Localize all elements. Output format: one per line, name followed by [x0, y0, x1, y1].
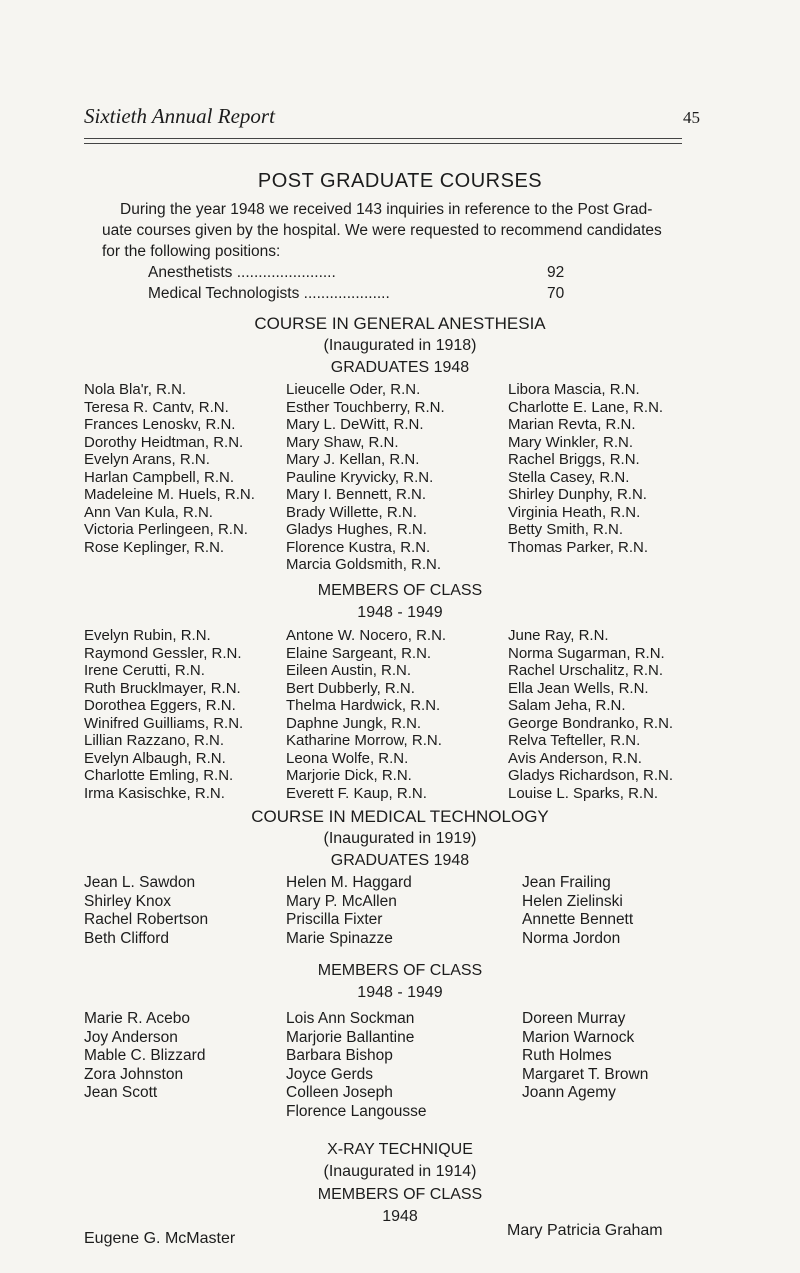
- person-name: Marie R. Acebo: [84, 1010, 190, 1027]
- person-name: Lillian Razzano, R.N.: [84, 732, 225, 749]
- person-name: June Ray, R.N.: [508, 627, 609, 644]
- person-name: Ella Jean Wells, R.N.: [508, 679, 649, 697]
- person-name: Madeleine M. Huels, R.N.: [84, 486, 255, 503]
- person-name: Antone W. Nocero, R.N.: [286, 627, 447, 644]
- person-name: Evelyn Rubin, R.N.: [84, 627, 211, 644]
- header-rule-bottom: [84, 143, 682, 144]
- person-name: Evelyn Albaugh, R.N.: [84, 749, 226, 767]
- person-name: Teresa R. Cantv, R.N.: [84, 398, 229, 416]
- person-name: Norma Sugarman, R.N.: [508, 644, 665, 662]
- person-name: Dorothea Eggers, R.N.: [84, 697, 236, 714]
- person-name: Gladys Hughes, R.N.: [286, 521, 427, 538]
- medtech-members-heading: MEMBERS OF CLASS: [317, 962, 483, 979]
- person-name: Beth Clifford: [84, 929, 170, 947]
- person-name: Evelyn Arans, R.N.: [84, 451, 210, 468]
- person-name: Charlotte E. Lane, R.N.: [508, 398, 664, 416]
- person-name: Joyce Gerds: [286, 1065, 374, 1083]
- position-leader-dots: .......................: [232, 264, 336, 281]
- position-label: Anesthetists: [148, 264, 233, 281]
- person-name: Mary J. Kellan, R.N.: [286, 451, 420, 468]
- person-name: Mary I. Bennett, R.N.: [286, 486, 427, 503]
- anesthesia-members-years: 1948 - 1949: [357, 604, 443, 621]
- position-count: 92: [547, 264, 565, 281]
- person-name: Lois Ann Sockman: [286, 1010, 415, 1027]
- anesthesia-inaugurated: (Inaugurated in 1918): [323, 337, 477, 354]
- medtech-course-title: COURSE IN MEDICAL TECHNOLOGY: [251, 807, 549, 826]
- person-name: Mary Shaw, R.N.: [286, 433, 399, 451]
- person-name: Barbara Bishop: [286, 1047, 393, 1065]
- person-name: Virginia Heath, R.N.: [508, 503, 641, 521]
- xray-course-title: X-RAY TECHNIQUE: [327, 1141, 473, 1158]
- person-name: Rachel Urschalitz, R.N.: [508, 662, 664, 679]
- person-name: Florence Langousse: [286, 1102, 427, 1120]
- person-name: Eileen Austin, R.N.: [286, 662, 412, 679]
- person-name: Norma Jordon: [522, 929, 621, 947]
- intro-line: uate courses given by the hospital. We were requested to recommend candidates: [102, 222, 662, 239]
- xray-member-left: Eugene G. McMaster: [84, 1230, 236, 1247]
- person-name: Salam Jeha, R.N.: [508, 697, 626, 714]
- intro-paragraph: [102, 199, 722, 262]
- anesthesia-members-col2: [286, 627, 446, 802]
- person-name: Libora Mascia, R.N.: [508, 381, 640, 398]
- person-name: Brady Willette, R.N.: [286, 503, 417, 521]
- person-name: Stella Casey, R.N.: [508, 468, 630, 486]
- person-name: Doreen Murray: [522, 1010, 626, 1027]
- person-name: Lieucelle Oder, R.N.: [286, 381, 421, 398]
- medtech-graduates-col1: [84, 874, 208, 948]
- medtech-inaugurated: (Inaugurated in 1919): [323, 830, 477, 847]
- person-name: Gladys Richardson, R.N.: [508, 767, 674, 784]
- person-name: Bert Dubberly, R.N.: [286, 679, 415, 697]
- medtech-graduates-col3: [522, 874, 633, 948]
- person-name: Ann Van Kula, R.N.: [84, 503, 213, 521]
- person-name: Marcia Goldsmith, R.N.: [286, 556, 442, 573]
- person-name: Ruth Holmes: [522, 1047, 612, 1065]
- xray-inaugurated: (Inaugurated in 1914): [323, 1163, 477, 1180]
- position-label: Medical Technologists: [148, 285, 300, 302]
- person-name: Leona Wolfe, R.N.: [286, 749, 409, 767]
- anesthesia-members-heading: MEMBERS OF CLASS: [317, 582, 483, 599]
- person-name: Nola Bla'r, R.N.: [84, 381, 187, 398]
- person-name: Marjorie Ballantine: [286, 1028, 415, 1046]
- person-name: Harlan Campbell, R.N.: [84, 468, 235, 486]
- anesthesia-members-col1: [84, 627, 243, 802]
- person-name: Rose Keplinger, R.N.: [84, 538, 225, 556]
- header-rule-top: [84, 138, 682, 139]
- person-name: Raymond Gessler, R.N.: [84, 644, 242, 662]
- person-name: Elaine Sargeant, R.N.: [286, 644, 432, 662]
- person-name: Shirley Dunphy, R.N.: [508, 486, 647, 503]
- position-row: [148, 264, 336, 282]
- running-title: Sixtieth Annual Report: [84, 104, 275, 128]
- person-name: Joann Agemy: [522, 1084, 616, 1102]
- person-name: Helen M. Haggard: [286, 874, 412, 891]
- person-name: Victoria Perlingeen, R.N.: [84, 521, 248, 538]
- person-name: Helen Zielinski: [522, 892, 623, 910]
- person-name: Pauline Kryvicky, R.N.: [286, 468, 434, 486]
- person-name: Thomas Parker, R.N.: [508, 538, 649, 556]
- xray-members-years: 1948: [382, 1208, 418, 1225]
- person-name: Ruth Brucklmayer, R.N.: [84, 679, 241, 697]
- person-name: Rachel Briggs, R.N.: [508, 451, 640, 468]
- person-name: Joy Anderson: [84, 1028, 178, 1046]
- medtech-graduates-heading: GRADUATES 1948: [330, 852, 470, 869]
- post-graduate-title: POST GRADUATE COURSES: [257, 170, 543, 192]
- person-name: Jean L. Sawdon: [84, 874, 196, 891]
- anesthesia-graduates-heading: GRADUATES 1948: [330, 359, 470, 376]
- anesthesia-members-col3: [508, 627, 673, 802]
- page-number: 45: [683, 108, 700, 127]
- anesthesia-course-title: COURSE IN GENERAL ANESTHESIA: [254, 314, 546, 333]
- person-name: Frances Lenoskv, R.N.: [84, 416, 236, 433]
- person-name: Mary L. DeWitt, R.N.: [286, 416, 424, 433]
- person-name: Marian Revta, R.N.: [508, 416, 636, 433]
- medtech-members-years: 1948 - 1949: [357, 984, 443, 1001]
- person-name: Colleen Joseph: [286, 1084, 393, 1102]
- person-name: Daphne Jungk, R.N.: [286, 714, 422, 732]
- person-name: Charlotte Emling, R.N.: [84, 767, 234, 784]
- person-name: Relva Tefteller, R.N.: [508, 732, 641, 749]
- person-name: Mable C. Blizzard: [84, 1047, 206, 1065]
- person-name: Marjorie Dick, R.N.: [286, 767, 412, 784]
- medtech-members-col1: [84, 1010, 205, 1103]
- position-count: 70: [547, 285, 565, 302]
- person-name: Louise L. Sparks, R.N.: [508, 784, 659, 802]
- anesthesia-graduates-col3: [508, 381, 663, 556]
- person-name: Irene Cerutti, R.N.: [84, 662, 205, 679]
- person-name: Shirley Knox: [84, 892, 172, 910]
- person-name: Jean Scott: [84, 1084, 158, 1102]
- person-name: Mary P. McAllen: [286, 892, 397, 910]
- person-name: Thelma Hardwick, R.N.: [286, 697, 441, 714]
- intro-line: During the year 1948 we received 143 inquiries in reference to the Post Grad-: [120, 201, 653, 218]
- person-name: Florence Kustra, R.N.: [286, 538, 431, 556]
- person-name: Priscilla Fixter: [286, 911, 383, 929]
- person-name: Margaret T. Brown: [522, 1065, 649, 1083]
- person-name: Rachel Robertson: [84, 911, 209, 929]
- person-name: Winifred Guilliams, R.N.: [84, 714, 244, 732]
- person-name: Irma Kasischke, R.N.: [84, 784, 225, 802]
- medtech-members-col2: [286, 1010, 426, 1122]
- xray-member-right: Mary Patricia Graham: [507, 1222, 663, 1239]
- person-name: Avis Anderson, R.N.: [508, 749, 642, 767]
- person-name: Betty Smith, R.N.: [508, 521, 624, 538]
- person-name: Esther Touchberry, R.N.: [286, 398, 445, 416]
- intro-line: for the following positions:: [102, 243, 281, 260]
- position-row: [148, 285, 390, 303]
- xray-members-heading: MEMBERS OF CLASS: [317, 1186, 483, 1203]
- person-name: Everett F. Kaup, R.N.: [286, 784, 427, 802]
- person-name: Jean Frailing: [522, 874, 611, 891]
- person-name: Marion Warnock: [522, 1028, 635, 1046]
- person-name: Mary Winkler, R.N.: [508, 433, 634, 451]
- person-name: Marie Spinazze: [286, 929, 393, 947]
- medtech-members-col3: [522, 1010, 648, 1103]
- anesthesia-graduates-col2: [286, 381, 445, 574]
- person-name: Zora Johnston: [84, 1065, 184, 1083]
- person-name: Annette Bennett: [522, 911, 634, 929]
- anesthesia-graduates-col1: [84, 381, 255, 556]
- person-name: Dorothy Heidtman, R.N.: [84, 433, 244, 451]
- person-name: George Bondranko, R.N.: [508, 714, 674, 732]
- position-leader-dots: ....................: [299, 285, 390, 302]
- medtech-graduates-col2: [286, 874, 412, 948]
- person-name: Katharine Morrow, R.N.: [286, 732, 442, 749]
